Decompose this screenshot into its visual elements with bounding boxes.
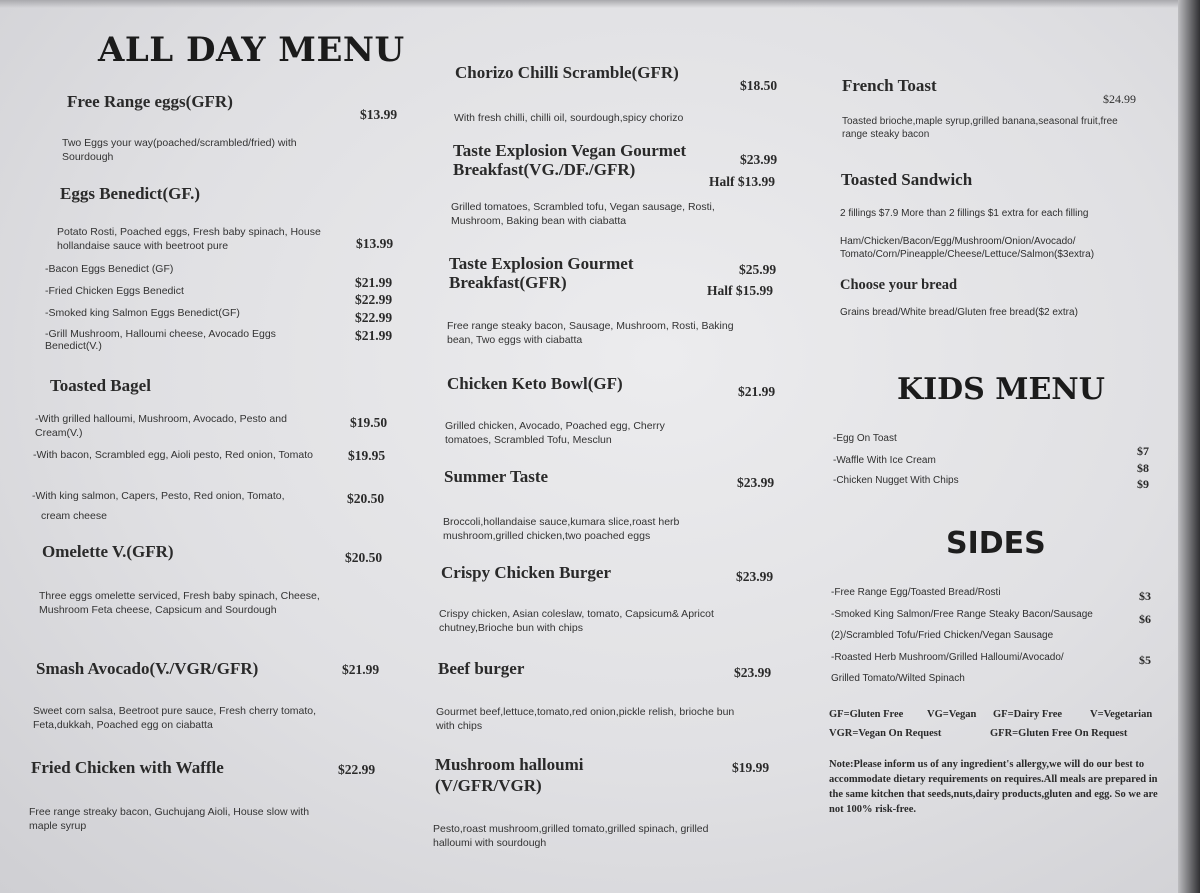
french-toast-name: French Toast — [842, 76, 937, 95]
beef-burger-desc: Gourmet beef,lettuce,tomato,red onion,pickle relish, brioche bun with chips — [436, 706, 735, 732]
omelette-desc: Three eggs omelette serviced, Fresh baby spinach, Cheese, Mushroom Feta cheese, Capsicum and Sourdough — [39, 590, 320, 616]
legend-dairy-free: GF=Dairy Free — [993, 709, 1063, 720]
benedict-variant-label: -Grill Mushroom, Halloumi cheese, Avocado Eggs Benedict(V.) — [45, 328, 276, 352]
chicken-waffle-name: Fried Chicken with Waffle — [31, 758, 224, 777]
vegan-breakfast-name-1: Taste Explosion Vegan Gourmet — [453, 141, 687, 160]
sandwich-fillings-info: 2 fillings $7.9 More than 2 fillings $1 extra for each filling — [840, 208, 1089, 219]
bagel-cream-cheese: cream cheese — [41, 510, 107, 522]
smash-avocado-price: $21.99 — [342, 662, 380, 677]
paper-right-edge — [1178, 0, 1200, 893]
kids-item-label: -Egg On Toast — [833, 433, 897, 444]
sandwich-filling-options: Ham/Chicken/Bacon/Egg/Mushroom/Onion/Avocado/ Tomato/Corn/Pineapple/Cheese/Lettuce/Salmon($3extra) — [840, 236, 1095, 260]
benedict-variant-label: -Smoked king Salmon Eggs Benedict(GF) — [45, 307, 240, 319]
bagel-variant-label: -With bacon, Scrambled egg, Aioli pesto, Red onion, Tomato — [33, 449, 313, 461]
toasted-bagel-name: Toasted Bagel — [50, 376, 151, 395]
kids-menu-title: KIDS MENU — [897, 372, 1105, 407]
sides-line: (2)/Scrambled Tofu/Fried Chicken/Vegan Sausage — [831, 630, 1054, 641]
crispy-chicken-desc: Crispy chicken, Asian coleslaw, tomato, Capsicum& Apricot chutney,Brioche bun with chips — [439, 608, 714, 634]
toasted-sandwich-name: Toasted Sandwich — [841, 170, 973, 189]
legend-vegan-on-request: VGR=Vegan On Request — [829, 728, 942, 739]
all-day-menu-title: ALL DAY MENU — [98, 30, 405, 70]
chorizo-price: $18.50 — [740, 78, 778, 93]
kids-item-label: -Chicken Nugget With Chips — [833, 475, 959, 486]
benedict-variant-price: $21.99 — [355, 328, 393, 343]
french-toast-desc: Toasted brioche,maple syrup,grilled banana,seasonal fruit,free range steaky bacon — [842, 116, 1118, 140]
bagel-variant-price: $20.50 — [347, 491, 385, 506]
omelette-name: Omelette V.(GFR) — [42, 542, 174, 561]
sides-line: -Roasted Herb Mushroom/Grilled Halloumi/Avocado/ — [831, 652, 1064, 663]
smash-avocado-name: Smash Avocado(V./VGR/GFR) — [36, 659, 259, 678]
vegan-breakfast-price: $23.99 — [740, 152, 778, 167]
gourmet-breakfast-name-2: Breakfast(GFR) — [449, 273, 567, 292]
bread-options: Grains bread/White bread/Gluten free bread($2 extra) — [840, 307, 1078, 318]
choose-bread-title: Choose your bread — [840, 277, 958, 293]
free-range-eggs-price: $13.99 — [360, 107, 398, 122]
eggs-benedict-desc: Potato Rosti, Poached eggs, Fresh baby spinach, House hollandaise sauce with beetroot pure — [57, 226, 321, 252]
sides-title: SIDES — [946, 526, 1046, 561]
summer-taste-price: $23.99 — [737, 475, 775, 490]
chicken-waffle-desc: Free range streaky bacon, Guchujang Aioli, House slow with maple syrup — [29, 806, 310, 832]
kids-item-label: -Waffle With Ice Cream — [833, 455, 936, 466]
mushroom-halloumi-price: $19.99 — [732, 760, 770, 775]
gourmet-breakfast-price: $25.99 — [739, 262, 777, 277]
free-range-eggs-name: Free Range eggs(GFR) — [67, 92, 233, 111]
legend-vegetarian: V=Vegetarian — [1090, 709, 1153, 720]
gourmet-breakfast-name-1: Taste Explosion Gourmet — [449, 254, 634, 273]
crispy-chicken-name: Crispy Chicken Burger — [441, 563, 611, 582]
keto-bowl-desc: Grilled chicken, Avocado, Poached egg, Cherry tomatoes, Scrambled Tofu, Mesclun — [445, 420, 665, 446]
summer-taste-desc: Broccoli,hollandaise sauce,kumara slice,roast herb mushroom,grilled chicken,two poached eggs — [443, 516, 680, 542]
chicken-waffle-price: $22.99 — [338, 762, 376, 777]
chorizo-desc: With fresh chilli, chilli oil, sourdough,spicy chorizo — [454, 112, 684, 124]
paper-top-edge — [0, 0, 1200, 8]
gourmet-breakfast-desc: Free range steaky bacon, Sausage, Mushroom, Rosti, Baking bean, Two eggs with ciabatta — [447, 320, 734, 346]
legend-gluten-free: GF=Gluten Free — [829, 709, 904, 720]
benedict-variant-price: $22.99 — [355, 292, 393, 307]
sides-line: -Smoked King Salmon/Free Range Steaky Bacon/Sausage — [831, 609, 1093, 620]
eggs-benedict-price: $13.99 — [356, 236, 394, 251]
vegan-breakfast-half-price: Half $13.99 — [709, 174, 775, 189]
sides-price: $6 — [1139, 612, 1151, 626]
summer-taste-name: Summer Taste — [444, 467, 549, 486]
keto-bowl-name: Chicken Keto Bowl(GF) — [447, 374, 623, 393]
sides-price: $3 — [1139, 589, 1151, 603]
bagel-variant-label: -With grilled halloumi, Mushroom, Avocado, Pesto and Cream(V.) — [35, 413, 287, 439]
chorizo-name: Chorizo Chilli Scramble(GFR) — [455, 63, 679, 82]
eggs-benedict-name: Eggs Benedict(GF.) — [60, 184, 201, 203]
smash-avocado-desc: Sweet corn salsa, Beetroot pure sauce, Fresh cherry tomato, Feta,dukkah, Poached egg on ciabatta — [33, 705, 317, 731]
beef-burger-name: Beef burger — [438, 659, 525, 678]
mushroom-halloumi-desc: Pesto,roast mushroom,grilled tomato,grilled spinach, grilled halloumi with sourdough — [433, 823, 709, 849]
legend-gluten-free-on-request: GFR=Gluten Free On Request — [990, 728, 1128, 739]
benedict-variant-label: -Bacon Eggs Benedict (GF) — [45, 263, 174, 275]
kids-item-price: $8 — [1137, 461, 1149, 475]
mushroom-halloumi-name-1: Mushroom halloumi — [435, 755, 584, 774]
benedict-variant-label: -Fried Chicken Eggs Benedict — [45, 285, 184, 297]
sides-line: -Free Range Egg/Toasted Bread/Rosti — [831, 587, 1001, 598]
allergy-note: Note:Please inform us of any ingredient's allergy,we will do our best to accommodate dietary requirements on requires.All meals are prepared in the same kitchen that seeds,nuts,dairy products,gluten and egg. So we are not 100% risk-free. — [829, 759, 1158, 815]
keto-bowl-price: $21.99 — [738, 384, 776, 399]
vegan-breakfast-name-2: Breakfast(VG./DF./GFR) — [453, 160, 636, 179]
bagel-variant-label: -With king salmon, Capers, Pesto, Red onion, Tomato, — [32, 490, 285, 502]
sides-price: $5 — [1139, 653, 1151, 667]
vegan-breakfast-desc: Grilled tomatoes, Scrambled tofu, Vegan sausage, Rosti, Mushroom, Baking bean with ciabatta — [451, 201, 715, 227]
sides-line: Grilled Tomato/Wilted Spinach — [831, 673, 965, 684]
kids-item-price: $7 — [1137, 444, 1149, 458]
gourmet-breakfast-half-price: Half $15.99 — [707, 283, 773, 298]
crispy-chicken-price: $23.99 — [736, 569, 774, 584]
bagel-variant-price: $19.95 — [348, 448, 386, 463]
bagel-variant-price: $19.50 — [350, 415, 388, 430]
mushroom-halloumi-name-2: (V/GFR/VGR) — [435, 776, 542, 795]
kids-item-price: $9 — [1137, 477, 1149, 491]
free-range-eggs-desc: Two Eggs your way(poached/scrambled/fried) with Sourdough — [62, 137, 297, 163]
benedict-variant-price: $21.99 — [355, 275, 393, 290]
french-toast-price: $24.99 — [1103, 92, 1136, 106]
omelette-price: $20.50 — [345, 550, 383, 565]
legend-vegan: VG=Vegan — [927, 709, 977, 720]
beef-burger-price: $23.99 — [734, 665, 772, 680]
benedict-variant-price: $22.99 — [355, 310, 393, 325]
